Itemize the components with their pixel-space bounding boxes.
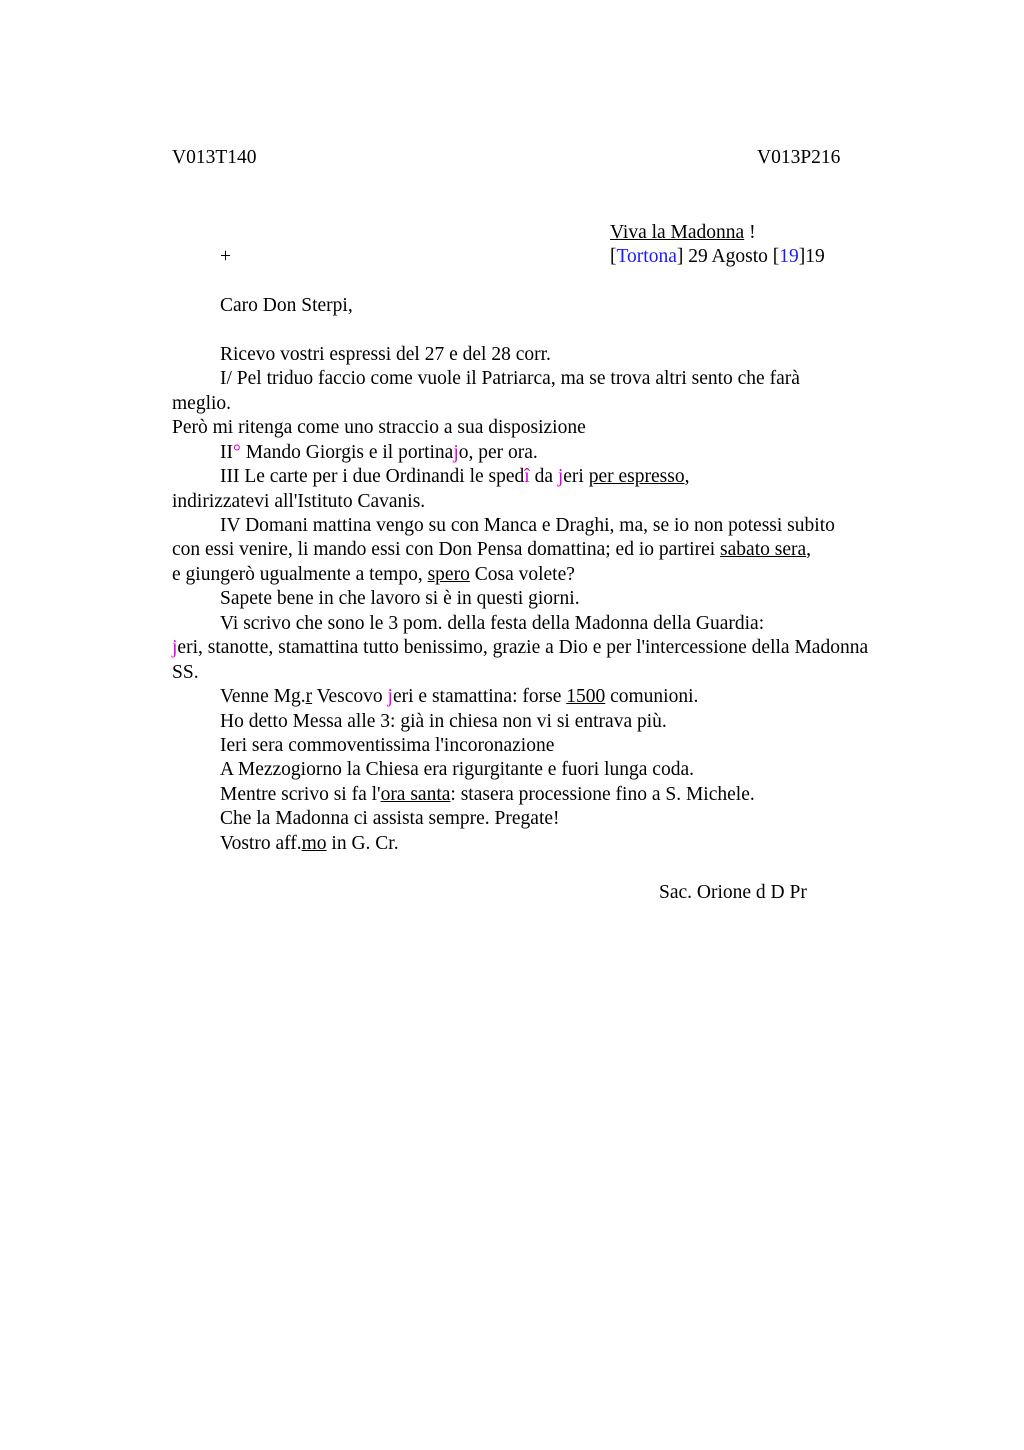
text-run: Vostro aff. [220,833,302,854]
text-run: Mentre scrivo si fa l' [220,784,381,805]
body-line-19 [220,783,755,807]
underlined-text: r [305,686,313,707]
variant-letter: î [524,466,530,487]
text-run: II [220,442,233,463]
text-run: da [529,466,558,487]
text-run: Cosa volete? [469,564,575,585]
text-run: Vescovo [312,686,388,707]
text-run: eri e stamattina: forse [392,686,567,707]
text-run: comunioni. [605,686,699,707]
place-name: Tortona [616,246,677,267]
body-line-12: Vi scrivo che sono le 3 pom. della festa della Madonna della Guardia: [220,613,765,634]
text-run: e giungerò ugualmente a tempo, [172,564,428,585]
degree-mark: ° [233,442,241,463]
invocation-text: Viva la Madonna [610,222,745,243]
text-run: o, per ora. [458,442,538,463]
document-code-right: V013P216 [757,147,841,168]
variant-letter: j [557,466,564,487]
body-line-8: IV Domani mattina vengo su con Manca e Draghi, ma, se io non potessi subito [220,515,835,536]
body-line-3: meglio. [172,393,232,414]
body-line-20: Che la Madonna ci assista sempre. Pregate! [220,808,560,829]
body-line-10 [172,563,575,587]
text-run: eri, stanotte, stamattina tutto benissimo, grazie a Dio e per l'intercessione della Madonna [177,637,869,658]
underlined-text: spero [427,564,470,585]
text-run: : stasera processione fino a S. Michele. [450,784,755,805]
text-run: III Le carte per i due Ordinandi le sped [220,466,525,487]
body-line-1: Ricevo vostri espressi del 27 e del 28 corr. [220,344,551,365]
body-line-2: I/ Pel triduo faccio come vuole il Patriarca, ma se trova altri sento che farà [220,368,800,389]
body-line-9 [172,538,811,562]
body-line-16: Ho detto Messa alle 3: già in chiesa non vi si entrava più. [220,711,667,732]
signature: Sac. Orione d D Pr [659,882,807,903]
text-run: in G. Cr. [326,833,399,854]
variant-letter: j [172,637,178,658]
underlined-text: mo [301,833,327,854]
text-run: con essi venire, li mando essi con Don Pensa domattina; ed io partirei [172,539,721,560]
text-run: , [684,466,690,487]
underlined-text: sabato sera [720,539,807,560]
body-line-4: Però mi ritenga come uno straccio a sua disposizione [172,417,586,438]
underlined-text: 1500 [566,686,606,707]
body-line-6 [220,465,689,489]
body-line-5 [220,441,538,465]
body-line-11: Sapete bene in che lavoro si è in questi giorni. [220,588,580,609]
text-run: Mando Giorgis e il portina [240,442,454,463]
body-line-18: A Mezzogiorno la Chiesa era rigurgitante e fuori lunga coda. [220,759,694,780]
underlined-text: ora santa [380,784,451,805]
salutation: Caro Don Sterpi, [220,295,353,316]
document-code-left: V013T140 [172,147,257,168]
place-date [610,245,825,269]
cross-mark: + [220,246,231,267]
text-run: eri [563,466,589,487]
text-run: Venne Mg. [220,686,306,707]
variant-letter: j [453,442,459,463]
year-suffix: ]19 [798,246,825,267]
body-line-13 [172,636,868,660]
body-line-7: indirizzatevi all'Istituto Cavanis. [172,491,426,512]
underlined-text: per espresso [588,466,685,487]
bracket-open: [ [610,246,617,267]
year-prefix: 19 [779,246,799,267]
heading-invocation [610,221,756,245]
variant-letter: j [387,686,393,707]
body-line-14: SS. [172,662,199,683]
closing-line [220,832,399,856]
invocation-tail: ! [744,222,756,243]
body-line-17: Ieri sera commoventissima l'incoronazione [220,735,555,756]
date-text: ] 29 Agosto [ [676,246,780,267]
text-run: , [806,539,812,560]
body-line-15 [220,685,698,709]
